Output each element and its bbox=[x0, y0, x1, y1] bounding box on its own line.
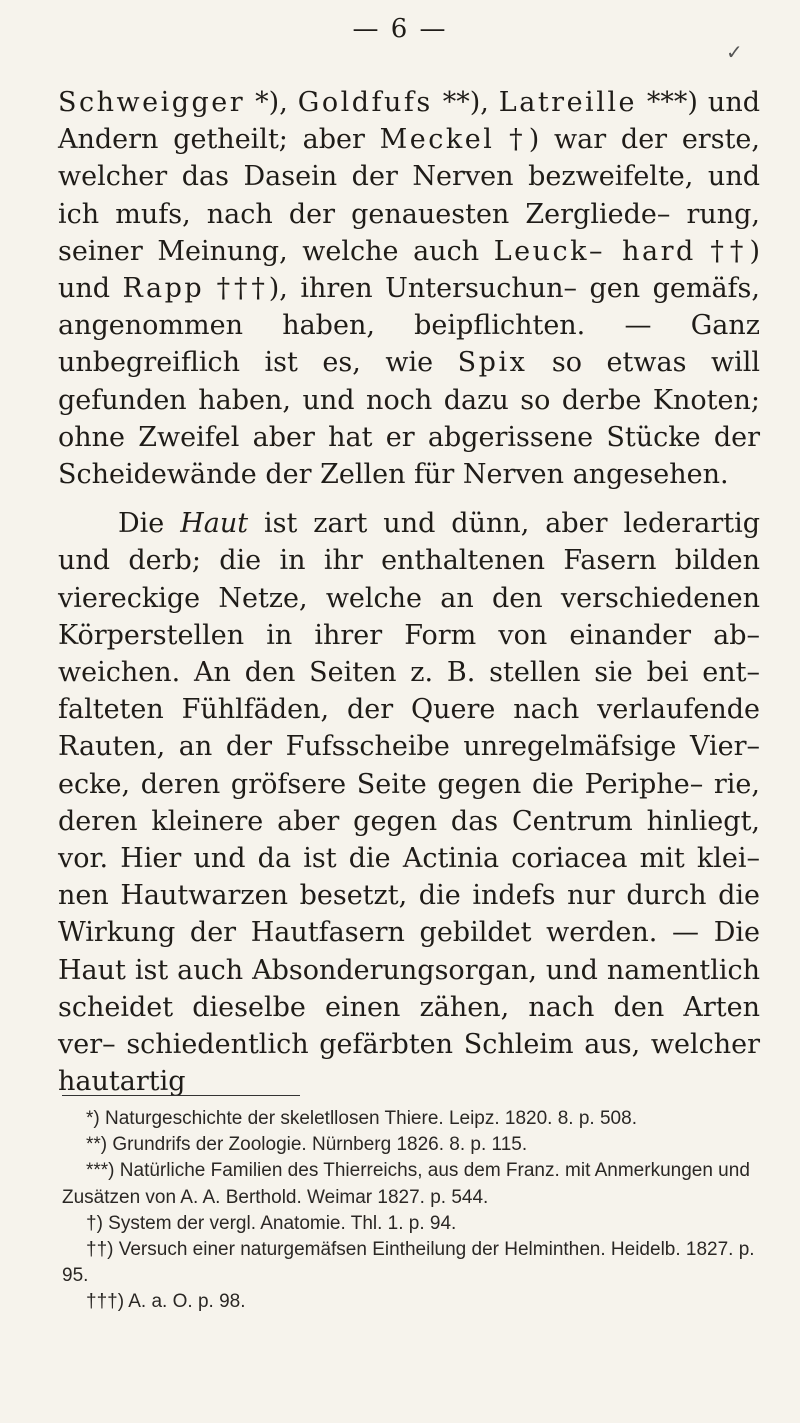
footnote: **) Grundrifs der Zoologie. Nürnberg 1826. 8. p. 115. bbox=[86, 1134, 528, 1156]
footnote: †††) A. a. O. p. 98. bbox=[86, 1291, 246, 1313]
author-name: Spix bbox=[457, 347, 528, 379]
text-run: *), bbox=[245, 87, 298, 118]
paragraph-1 bbox=[58, 84, 760, 493]
footnotes bbox=[62, 1106, 762, 1316]
text-run: so etwas will gefunden haben, und noch dazu so derbe Knoten; ohne Zweifel aber hat er abgerissene Stücke der Scheidewände der Zellen für Nerven angesehen. bbox=[58, 347, 760, 491]
author-name: Rapp bbox=[122, 273, 205, 305]
text-run: ***) und Andern getheilt; aber bbox=[58, 87, 760, 156]
text-run: Die bbox=[118, 508, 181, 540]
author-name: Latreille bbox=[498, 87, 637, 118]
text-run: †††), ihren Untersuchun– gen gemäfs, angenommen haben, beipflichten. — Ganz unbegreiflich ist es, wie bbox=[58, 273, 760, 379]
author-name: Goldfufs bbox=[297, 87, 433, 118]
footnote: †) System der vergl. Anatomie. Thl. 1. p. 94. bbox=[86, 1212, 457, 1234]
emphasis-haut: Haut bbox=[180, 508, 249, 540]
footnote: ***) Natürliche Familien des Thierreichs, aus dem Franz. mit Anmerkungen und Zusätzen von A. A. Berthold. Weimar 1827. p. 544. bbox=[62, 1160, 750, 1208]
text-run: **), bbox=[432, 87, 499, 118]
body-text bbox=[58, 84, 760, 1100]
text-run: ††) und bbox=[58, 235, 760, 305]
footnote: *) Naturgeschichte der skeletllosen Thiere. Leipz. 1820. 8. p. 508. bbox=[86, 1108, 637, 1129]
paragraph-2 bbox=[58, 505, 760, 1100]
corner-mark: ✓ bbox=[726, 40, 743, 64]
text-run: †) war der erste, welcher das Dasein der Nerven bezweifelte, und ich mufs, nach der genauesten Zergliede– rung, seiner Meinung, welche auch bbox=[58, 124, 760, 267]
author-name: Leuck– hard bbox=[493, 235, 696, 267]
footnote: ††) Versuch einer naturgemäfsen Eintheilung der Helminthen. Heidelb. 1827. p. 95. bbox=[62, 1239, 755, 1287]
author-name: Meckel bbox=[379, 124, 495, 156]
author-name: Schweigger bbox=[58, 87, 246, 118]
footnote-divider bbox=[62, 1095, 300, 1096]
page-number: — 6 — bbox=[352, 14, 448, 44]
text-run: ist zart und dünn, aber lederartig und derb; die in ihr enthaltenen Fasern bilden viereckige Netze, welche an den verschiedenen Körperstellen in ihrer Form von einander ab– weichen. An den Seiten z. B. stellen sie bei ent– falteten Fühlfäden, der Quere nach verlaufende Rauten, an der Fufsscheibe unregelmäfsige Vier– ecke, deren gröfsere Seite gegen die Periphe– rie, deren kleinere aber gegen das Centrum hinliegt, vor. Hier und da ist die Actinia coriacea mit klei– nen Hautwarzen besetzt, die indefs nur durch die Wirkung der Hautfasern gebildet werden. — Die Haut ist auch Absonderungsorgan, und namentlich scheidet dieselbe einen zähen, nach den Arten ver– schiedentlich gefärbten Schleim aus, welcher hautartig bbox=[58, 508, 761, 1098]
